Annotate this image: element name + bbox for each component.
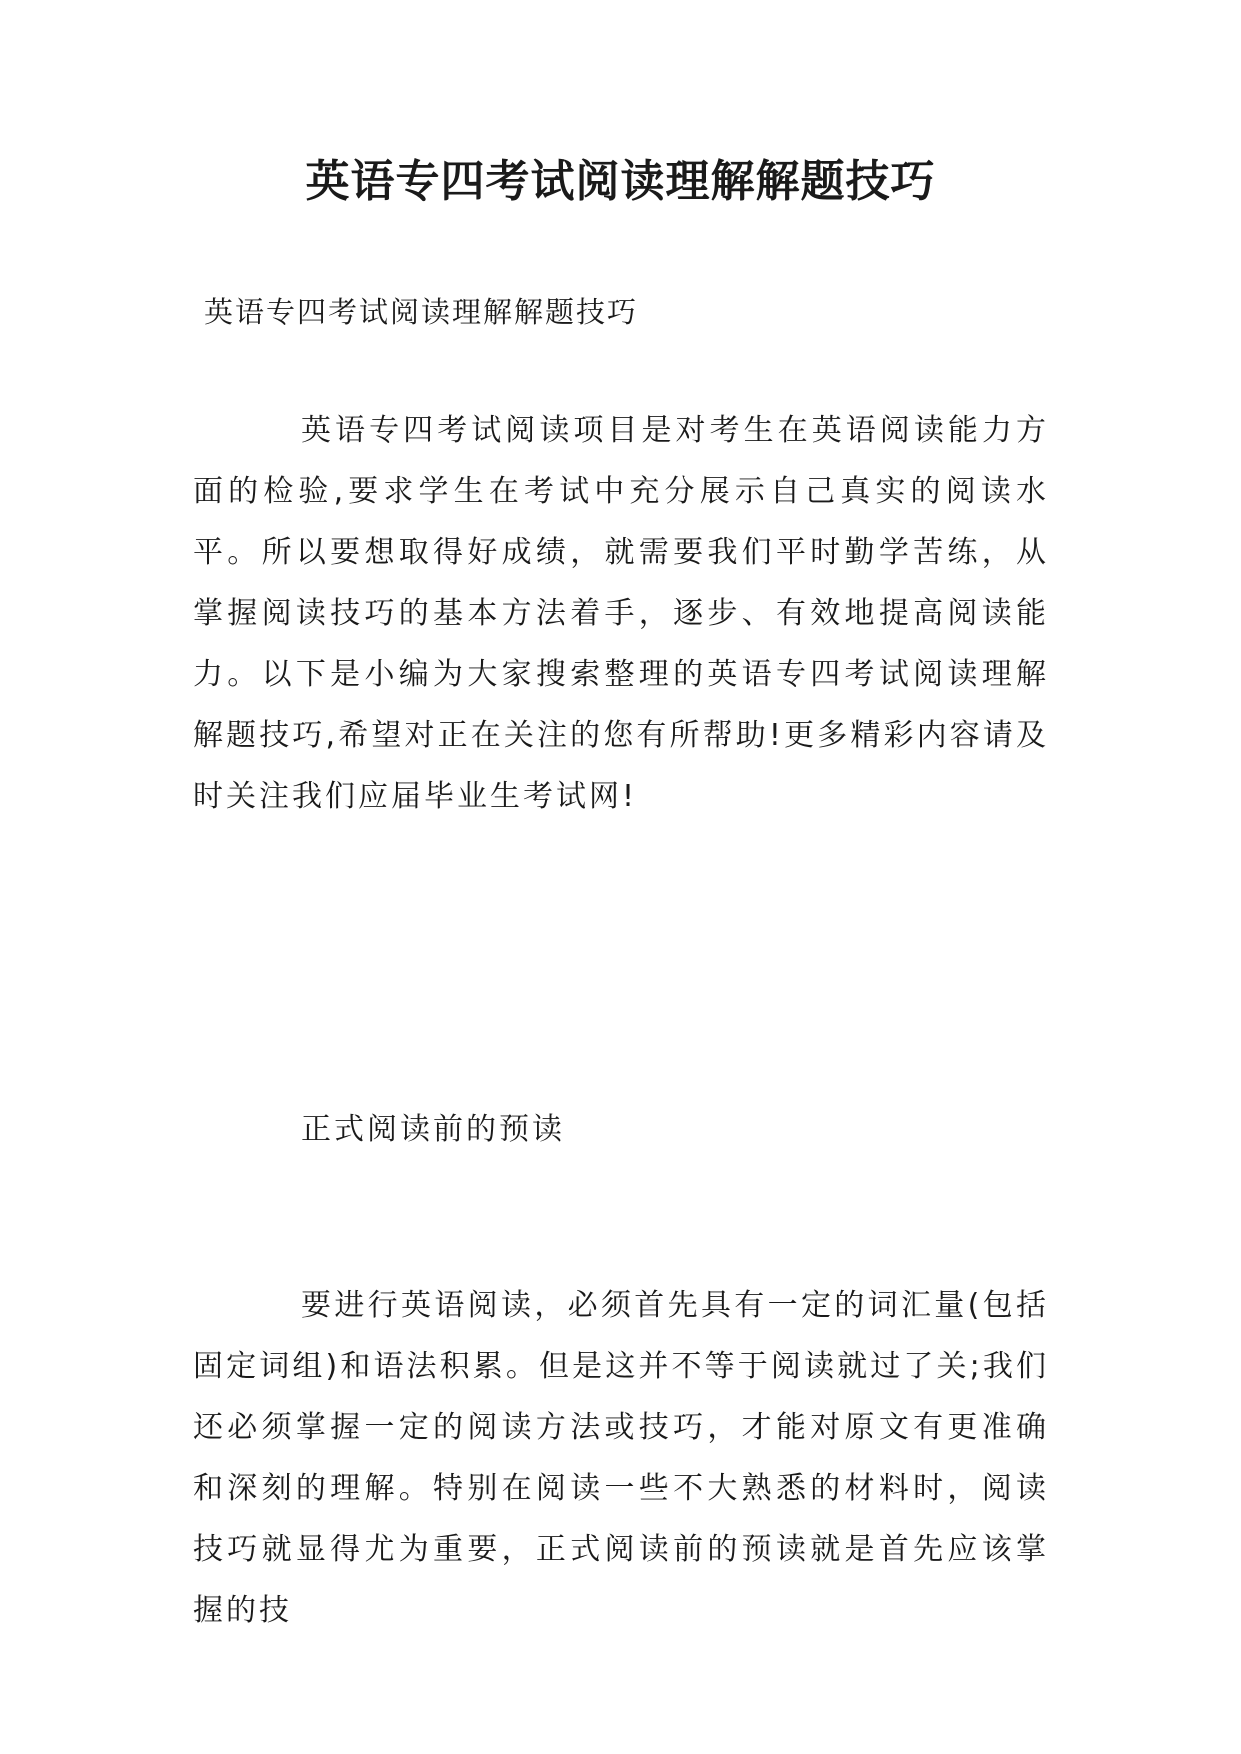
document-title: 英语专四考试阅读理解解题技巧 [305,156,936,207]
body-paragraph: 要进行英语阅读，必须首先具有一定的词汇量(包括固定词组)和语法积累。但是这并不等于阅读就过了关;我们还必须掌握一定的阅读方法或技巧，才能对原文有更准确和深刻的理解。特别在阅读一些不大熟悉的材料时，阅读技巧就显得尤为重要，正式阅读前的预读就是首先应该掌握的技 [193,1288,1049,1628]
intro-paragraph: 英语专四考试阅读项目是对考生在英语阅读能力方面的检验,要求学生在考试中充分展示自己真实的阅读水平。所以要想取得好成绩，就需要我们平时勤学苦练，从掌握阅读技巧的基本方法着手，逐步、有效地提高阅读能力。以下是小编为大家搜索整理的英语专四考试阅读理解解题技巧,希望对正在关注的您有所帮助!更多精彩内容请及时关注我们应届毕业生考试网! [193,413,1049,814]
document-subtitle: 英语专四考试阅读理解解题技巧 [204,295,639,329]
section-heading: 正式阅读前的预读 [301,1112,565,1147]
